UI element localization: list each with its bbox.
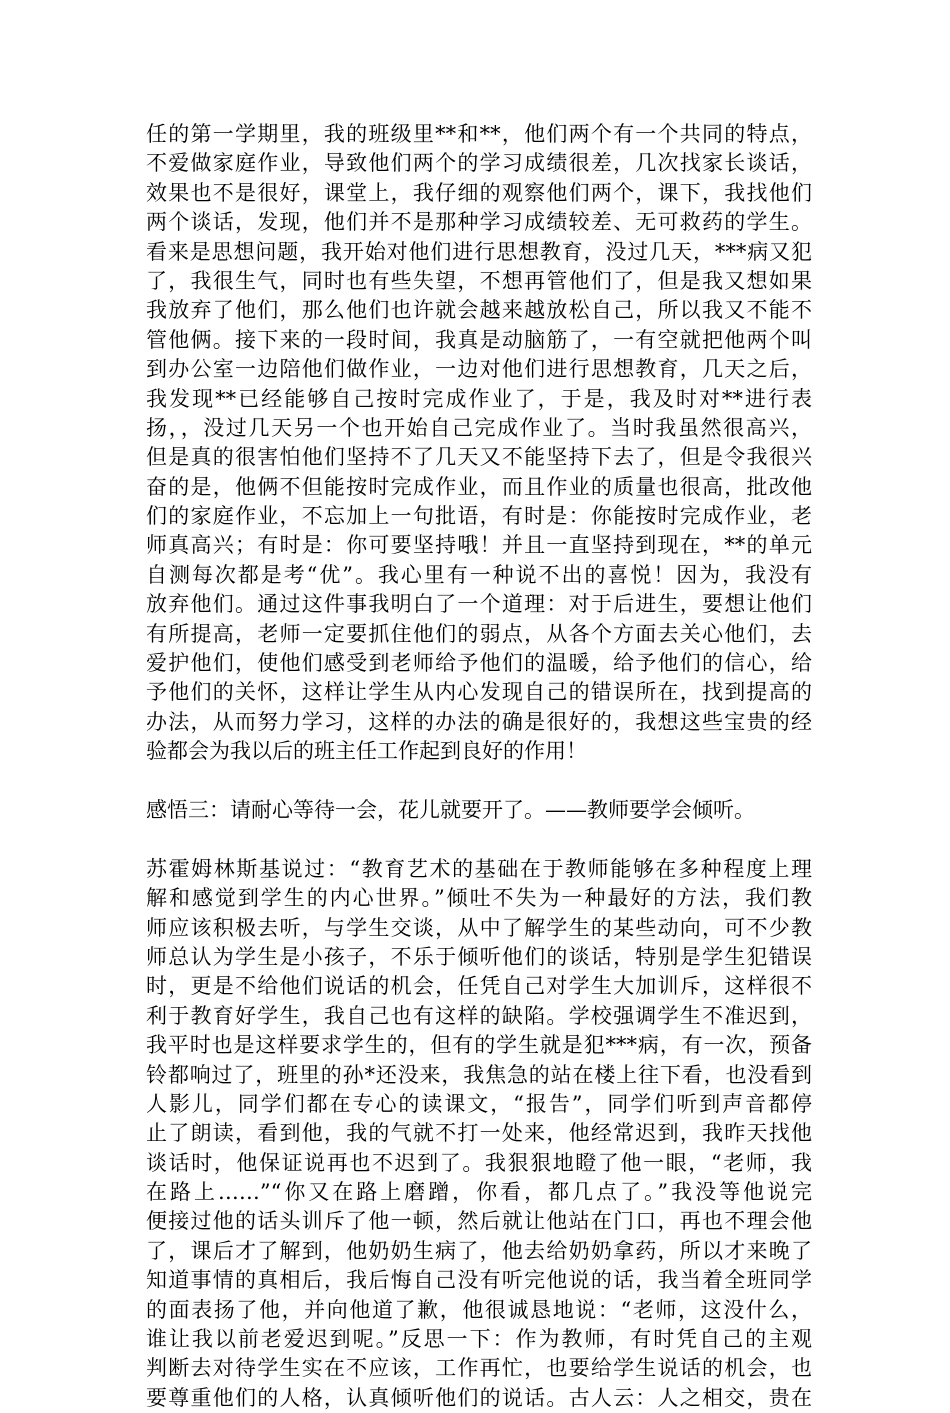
text-line: 管他俩。接下来的一段时间，我真是动脑筋了，一有空就把他两个叫 xyxy=(146,327,812,352)
text-line: 要尊重他们的人格，认真倾听他们的说话。古人云：人之相交，贵在 xyxy=(146,1385,812,1410)
text-line: 时，更是不给他们说话的机会，任凭自己对学生大加训斥，这样很不 xyxy=(146,974,812,999)
text-line: 我发现**已经能够自己按时完成作业了，于是，我及时对**进行表 xyxy=(146,386,812,411)
text-line: 看来是思想问题，我开始对他们进行思想教育，没过几天，***病又犯 xyxy=(146,239,812,264)
text-line: 解和感觉到学生的内心世界。”倾吐不失为一种最好的方法，我们教 xyxy=(146,886,812,911)
text-line: 便接过他的话头训斥了他一顿，然后就让他站在门口，再也不理会他 xyxy=(146,1209,812,1234)
text-line: 人影儿，同学们都在专心的读课文，“报告”，同学们听到声音都停 xyxy=(146,1091,812,1116)
text-line: 在路上……”“你又在路上磨蹭，你看，都几点了。”我没等他说完 xyxy=(146,1180,812,1205)
text-line: 了，我很生气，同时也有些失望，不想再管他们了，但是我又想如果 xyxy=(146,268,812,293)
text-line: 到办公室一边陪他们做作业，一边对他们进行思想教育，几天之后， xyxy=(146,357,812,382)
text-line: 奋的是，他俩不但能按时完成作业，而且作业的质量也很高，批改他 xyxy=(146,474,812,499)
text-line: 利于教育好学生，我自己也有这样的缺陷。学校强调学生不准迟到， xyxy=(146,1003,812,1028)
text-line: 但是真的很害怕他们坚持不了几天又不能坚持下去了，但是令我很兴 xyxy=(146,445,812,470)
text-line: 任的第一学期里，我的班级里**和**，他们两个有一个共同的特点， xyxy=(146,122,812,146)
text-line: 自测每次都是考“优”。我心里有一种说不出的喜悦！因为，我没有 xyxy=(146,562,812,587)
text-line: 爱护他们，使他们感受到老师给予他们的温暖，给予他们的信心，给 xyxy=(146,651,812,676)
text-line: 予他们的关怀，这样让学生从内心发现自己的错误所在，找到提高的 xyxy=(146,680,812,705)
text-line: 师总认为学生是小孩子，不乐于倾听他们的谈话，特别是学生犯错误 xyxy=(146,944,812,969)
heading-line: 感悟三：请耐心等待一会，花儿就要开了。——教师要学会倾听。 xyxy=(146,797,755,822)
text-line: 不爱做家庭作业，导致他们两个的学习成绩很差，几次找家长谈话， xyxy=(146,151,812,176)
text-line: 铃都响过了，班里的孙*还没来，我焦急的站在楼上往下看，也没看到 xyxy=(146,1062,812,1087)
text-line: 师应该积极去听，与学生交谈，从中了解学生的某些动向，可不少教 xyxy=(146,915,812,940)
text-line: 扬，，没过几天另一个也开始自己完成作业了。当时我虽然很高兴， xyxy=(146,415,812,440)
text-line: 我平时也是这样要求学生的，但有的学生就是犯***病，有一次，预备 xyxy=(146,1033,812,1058)
text-line: 师真高兴；有时是：你可要坚持哦！并且一直坚持到现在，**的单元 xyxy=(146,533,812,558)
text-line: 止了朗读，看到他，我的气就不打一处来，他经常迟到，我昨天找他 xyxy=(146,1121,812,1146)
text-line: 有所提高，老师一定要抓住他们的弱点，从各个方面去关心他们，去 xyxy=(146,621,812,646)
text-line: 效果也不是很好，课堂上，我仔细的观察他们两个，课下，我找他们 xyxy=(146,180,812,205)
text-line: 了，课后才了解到，他奶奶生病了，他去给奶奶拿药，所以才来晚了 xyxy=(146,1238,812,1263)
text-line: 办法，从而努力学习，这样的办法的确是很好的，我想这些宝贵的经 xyxy=(146,709,812,734)
text-line: 的面表扬了他，并向他道了歉，他很诚恳地说：“老师，这没什么， xyxy=(146,1297,812,1322)
text-line: 放弃他们。通过这件事我明白了一个道理：对于后进生，要想让他们 xyxy=(146,592,812,617)
body-paragraph-2 xyxy=(146,855,812,1413)
paragraph-spacer xyxy=(146,767,812,796)
text-line: 判断去对待学生实在不应该，工作再忙，也要给学生说话的机会，也 xyxy=(146,1356,812,1381)
paragraph-spacer xyxy=(146,825,812,854)
text-line: 苏霍姆林斯基说过：“教育艺术的基础在于教师能够在多种程度上理 xyxy=(146,856,812,881)
body-paragraph-1 xyxy=(146,120,812,767)
text-line: 谁让我以前老爱迟到呢。”反思一下：作为教师，有时凭自己的主观 xyxy=(146,1327,812,1352)
text-line: 们的家庭作业，不忘加上一句批语，有时是：你能按时完成作业，老 xyxy=(146,504,812,529)
text-line: 谈话时，他保证说再也不迟到了。我狠狠地瞪了他一眼，“老师，我 xyxy=(146,1150,812,1175)
text-line: 验都会为我以后的班主任工作起到良好的作用！ xyxy=(146,739,587,764)
section-heading-3 xyxy=(146,796,812,825)
text-line: 知道事情的真相后，我后悔自己没有听完他说的话，我当着全班同学 xyxy=(146,1268,812,1293)
text-line: 我放弃了他们，那么他们也许就会越来越放松自己，所以我又不能不 xyxy=(146,298,812,323)
text-line: 两个谈话，发现，他们并不是那种学习成绩较差、无可救药的学生。 xyxy=(146,210,812,235)
document-page xyxy=(146,120,812,1413)
